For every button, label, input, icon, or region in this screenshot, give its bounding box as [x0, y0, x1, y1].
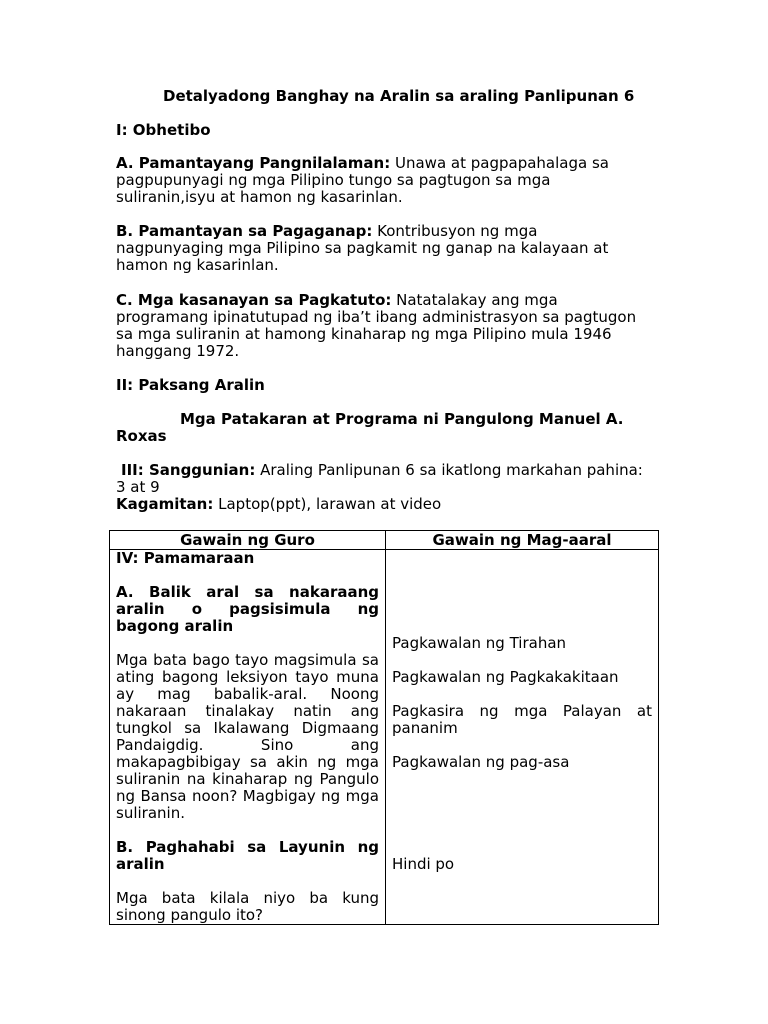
- table-header-row: [110, 531, 659, 550]
- student-activity-header: Gawain ng Mag-aaral: [386, 531, 659, 550]
- document-title: Detalyadong Banghay na Aralin sa araling Panlipunan 6: [163, 87, 635, 105]
- references: [116, 462, 646, 496]
- performance-standard-label: B. Pamantayan sa Pagaganap:: [116, 222, 373, 240]
- performance-standard-text: Kontribusyon ng mga nagpunyaging mga Pilipino sa pagkamit ng ganap na kalayaan at hamon ng kasarinlan.: [116, 222, 609, 274]
- content-standard-label: A. Pamantayang Pangnilalaman:: [116, 154, 391, 172]
- section-topic-heading: II: Paksang Aralin: [116, 376, 265, 394]
- lesson-procedure-table: [109, 530, 659, 925]
- student-answer: Hindi po: [392, 855, 455, 873]
- materials: [116, 496, 646, 513]
- section-objectives-heading: I: Obhetibo: [116, 121, 211, 139]
- content-standard-text: Unawa at pagpapahalaga sa pagpupunyagi ng mga Pilipino tungo sa pagtugon sa mga suliranin,isyu at hamon ng kasarinlan.: [116, 154, 609, 206]
- student-answer: Pagkawalan ng Pagkakakitaan: [392, 668, 619, 686]
- student-answer: Pagkasira ng mga Palayan at pananim: [392, 702, 652, 737]
- student-answer: Pagkawalan ng Tirahan: [392, 634, 567, 652]
- student-answer: Pagkawalan ng pag-asa: [392, 753, 570, 771]
- student-activity-cell: [386, 550, 659, 925]
- references-label: III: Sanggunian:: [121, 461, 256, 479]
- materials-text: Laptop(ppt), larawan at video: [213, 495, 442, 513]
- materials-label: Kagamitan:: [116, 495, 214, 513]
- performance-standard: [116, 223, 646, 274]
- part-b-text: Mga bata kilala niyo ba kung sinong pangulo ito?: [116, 889, 379, 924]
- teacher-activity-cell: [110, 550, 386, 925]
- topic-title: Mga Patakaran at Programa ni Pangulong Manuel A. Roxas: [116, 410, 624, 445]
- content-standard: [116, 155, 646, 206]
- teacher-activity-header: Gawain ng Guro: [110, 531, 386, 550]
- procedure-heading: IV: Pamamaraan: [116, 549, 255, 567]
- part-a-text: Mga bata bago tayo magsimula sa ating bagong leksiyon tayo muna ay mag babalik-aral. Noong nakaraan tinalakay natin ang tungkol sa Ikalawang Digmaang Pandaigdig. Sino ang makapagbibigay sa akin ng mga suliranin na kinaharap ng Pangulo ng Bansa noon? Magbigay ng mga suliranin.: [116, 651, 379, 822]
- part-a-heading: A. Balik aral sa nakaraang aralin o pagsisimula ng bagong aralin: [116, 583, 379, 635]
- table-row: [110, 550, 659, 925]
- learning-competency-text: Natatalakay ang mga programang ipinatutupad ng iba’t ibang administrasyon sa pagtugon sa mga suliranin at hamong kinaharap ng mga Pilipino mula 1946 hanggang 1972.: [116, 291, 637, 360]
- learning-competency-label: C. Mga kasanayan sa Pagkatuto:: [116, 291, 392, 309]
- learning-competency: [116, 292, 646, 360]
- references-text: Araling Panlipunan 6 sa ikatlong markahan pahina: 3 at 9: [116, 461, 643, 496]
- part-b-heading: B. Paghahabi sa Layunin ng aralin: [116, 838, 379, 873]
